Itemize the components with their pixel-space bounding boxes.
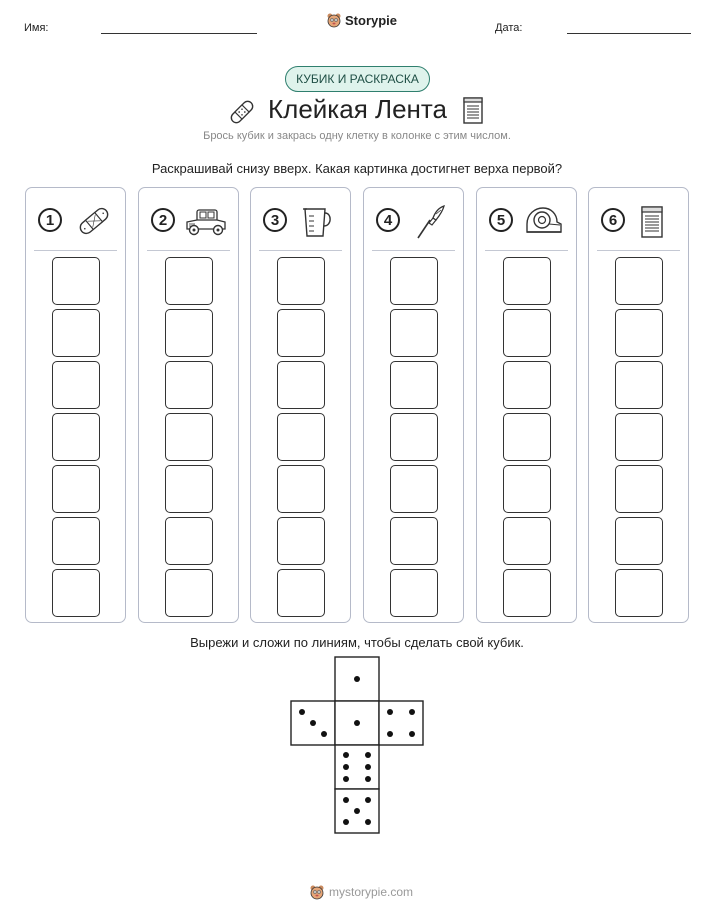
cell-stack <box>277 257 325 621</box>
brand-logo <box>326 12 397 28</box>
die-pip <box>365 752 371 758</box>
column-4 <box>363 187 464 623</box>
die-pip <box>365 797 371 803</box>
column-header <box>485 204 572 240</box>
color-cell[interactable] <box>52 361 100 409</box>
column-1 <box>25 187 126 623</box>
column-divider <box>147 250 230 251</box>
color-cell[interactable] <box>390 465 438 513</box>
die-face-right <box>379 701 423 745</box>
color-cell[interactable] <box>52 413 100 461</box>
color-cell[interactable] <box>503 465 551 513</box>
column-number: 2 <box>151 208 175 232</box>
color-cell[interactable] <box>277 517 325 565</box>
color-cell[interactable] <box>165 309 213 357</box>
die-pip <box>343 797 349 803</box>
column-header <box>34 204 121 240</box>
die-pip <box>354 720 360 726</box>
color-cell[interactable] <box>52 517 100 565</box>
subtitle: Брось кубик и закрась одну клетку в колонке с этим числом. <box>203 130 511 142</box>
color-columns <box>0 187 714 625</box>
color-cell[interactable] <box>165 569 213 617</box>
column-header <box>259 204 346 240</box>
column-number: 1 <box>38 208 62 232</box>
color-cell[interactable] <box>615 413 663 461</box>
color-cell[interactable] <box>165 413 213 461</box>
column-divider <box>34 250 117 251</box>
color-cell[interactable] <box>390 569 438 617</box>
die-pip <box>343 764 349 770</box>
page-title: Клейкая Лента <box>268 94 447 124</box>
color-cell[interactable] <box>165 361 213 409</box>
die-pip <box>354 808 360 814</box>
category-badge: КУБИК И РАСКРАСКА <box>285 66 430 92</box>
date-line <box>567 33 691 34</box>
color-cell[interactable] <box>52 309 100 357</box>
die-pip <box>343 752 349 758</box>
color-cell[interactable] <box>503 413 551 461</box>
measuring-cup-icon <box>299 204 335 245</box>
color-cell[interactable] <box>615 569 663 617</box>
color-cell[interactable] <box>615 517 663 565</box>
column-divider <box>597 250 680 251</box>
die-pip <box>321 731 327 737</box>
die-net <box>290 656 426 836</box>
column-5 <box>476 187 577 623</box>
column-divider <box>372 250 455 251</box>
die-pip <box>365 776 371 782</box>
color-cell[interactable] <box>277 309 325 357</box>
die-pip <box>387 709 393 715</box>
color-cell[interactable] <box>165 465 213 513</box>
color-cell[interactable] <box>390 257 438 305</box>
die-pip <box>310 720 316 726</box>
die-pip <box>409 731 415 737</box>
column-header <box>147 204 234 240</box>
color-cell[interactable] <box>503 257 551 305</box>
name-label: Имя: <box>24 22 49 34</box>
color-cell[interactable] <box>615 257 663 305</box>
cell-stack <box>165 257 213 621</box>
column-divider <box>485 250 568 251</box>
column-6 <box>588 187 689 623</box>
color-cell[interactable] <box>390 413 438 461</box>
color-cell[interactable] <box>503 361 551 409</box>
cell-stack <box>503 257 551 621</box>
truck-icon <box>183 204 229 243</box>
color-cell[interactable] <box>52 257 100 305</box>
column-number: 6 <box>601 208 625 232</box>
cell-stack <box>390 257 438 621</box>
column-divider <box>259 250 342 251</box>
tape-dispenser-icon <box>523 204 565 243</box>
color-cell[interactable] <box>277 257 325 305</box>
color-cell[interactable] <box>615 465 663 513</box>
color-cell[interactable] <box>277 569 325 617</box>
color-cell[interactable] <box>165 517 213 565</box>
column-number: 5 <box>489 208 513 232</box>
cut-instruction: Вырежи и сложи по линиям, чтобы сделать свой кубик. <box>190 635 524 650</box>
column-number: 3 <box>263 208 287 232</box>
column-header <box>372 204 459 240</box>
worksheet-header <box>0 0 714 50</box>
color-cell[interactable] <box>390 309 438 357</box>
cell-stack <box>615 257 663 621</box>
color-cell[interactable] <box>503 569 551 617</box>
die-pip <box>365 819 371 825</box>
name-line <box>101 33 257 34</box>
color-cell[interactable] <box>503 517 551 565</box>
storypie-mascot-icon <box>309 884 325 900</box>
die-pip <box>354 676 360 682</box>
color-cell[interactable] <box>390 517 438 565</box>
color-cell[interactable] <box>390 361 438 409</box>
die-pip <box>409 709 415 715</box>
die-pip <box>299 709 305 715</box>
die-pip <box>365 764 371 770</box>
color-cell[interactable] <box>277 413 325 461</box>
footer-brand <box>309 884 413 900</box>
color-cell[interactable] <box>277 361 325 409</box>
footer <box>0 884 714 908</box>
color-cell[interactable] <box>615 309 663 357</box>
column-3 <box>250 187 351 623</box>
die-face-lower <box>335 745 379 789</box>
die-pip <box>387 731 393 737</box>
bandage-icon <box>226 96 258 133</box>
storypie-mascot-icon <box>326 12 342 28</box>
cell-stack <box>52 257 100 621</box>
column-2 <box>138 187 239 623</box>
column-number: 4 <box>376 208 400 232</box>
paintbrush-icon <box>412 204 448 247</box>
color-cell[interactable] <box>503 309 551 357</box>
column-header <box>597 204 684 240</box>
title-row <box>0 92 714 130</box>
color-cell[interactable] <box>165 257 213 305</box>
notepad-icon <box>639 204 665 245</box>
notepad-icon <box>462 95 484 130</box>
bandage-icon <box>74 204 114 243</box>
date-label: Дата: <box>495 22 523 34</box>
die-pip <box>343 819 349 825</box>
color-cell[interactable] <box>52 569 100 617</box>
instruction: Раскрашивай снизу вверх. Какая картинка достигнет верха первой? <box>151 161 563 176</box>
footer-url[interactable]: mystorypie.com <box>329 885 414 899</box>
color-cell[interactable] <box>277 465 325 513</box>
color-cell[interactable] <box>615 361 663 409</box>
brand-name: Storypie <box>345 12 398 28</box>
die-pip <box>343 776 349 782</box>
color-cell[interactable] <box>52 465 100 513</box>
